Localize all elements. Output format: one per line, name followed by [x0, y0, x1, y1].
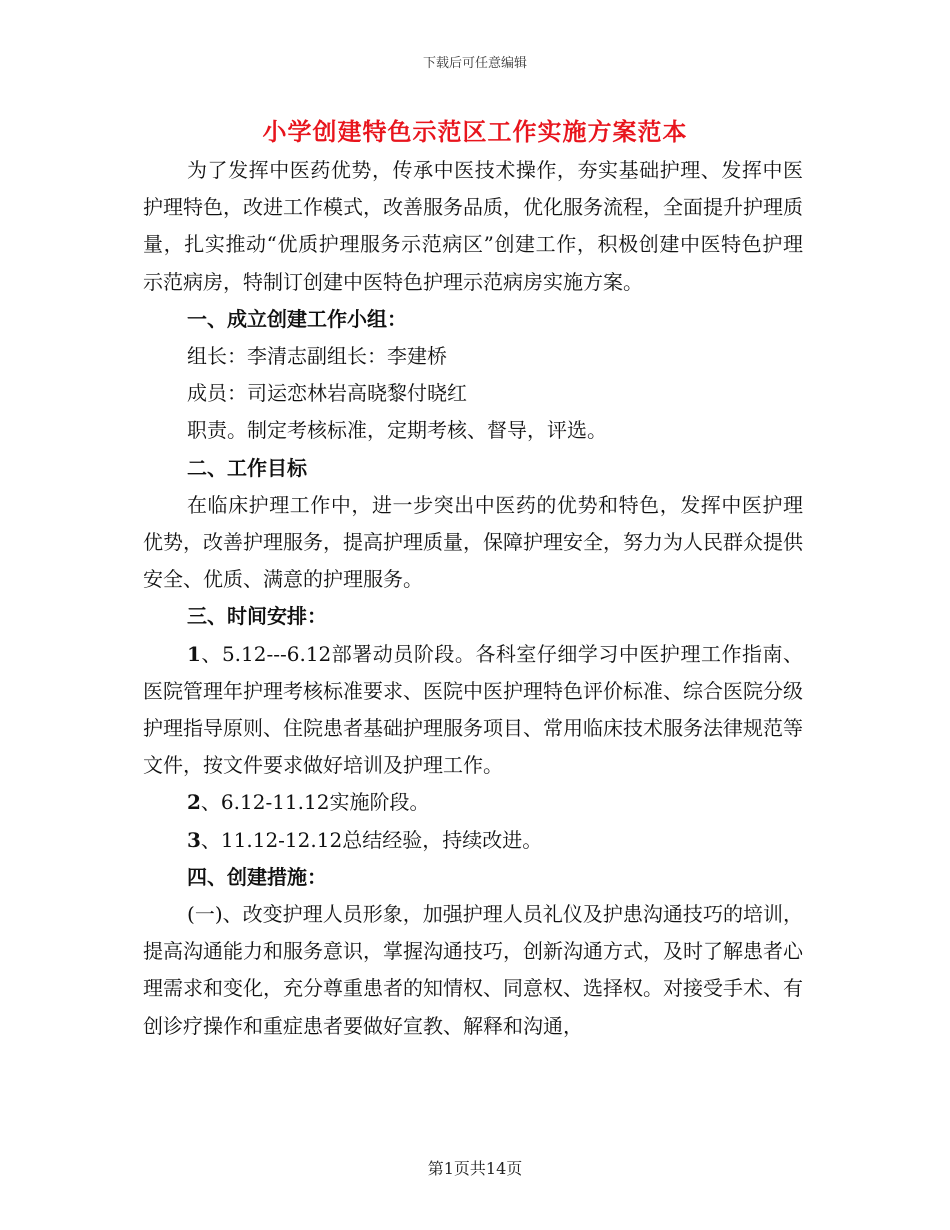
- section-3-heading: 三、时间安排：: [187, 604, 327, 629]
- schedule-item-3-text: 、11.12-12.12总结经验，持续改进。: [200, 827, 543, 852]
- section-1-heading: 一、成立创建工作小组：: [187, 306, 407, 331]
- group-duty-line: 职责。制定考核标准，定期考核、督导，评选。: [187, 418, 607, 443]
- page-footer: 第1页共14页: [427, 1159, 523, 1178]
- document-title: 小学创建特色示范区工作实施方案范本: [262, 117, 688, 146]
- section-4-body: (一)、改变护理人员形象，加强护理人员礼仪及护患沟通技巧的培训，提高沟通能力和服务意识，掌握沟通技巧，创新沟通方式，及时了解患者心理需求和变化，充分尊重患者的知情权、同意权、选择权。对接受手术、有创诊疗操作和重症患者要做好宣教、解释和沟通，: [143, 902, 803, 1038]
- section-4-heading: 四、创建措施：: [187, 864, 327, 889]
- document-body: [143, 152, 803, 1045]
- group-members-line: 成员：司运恋林岩高晓黎付晓红: [187, 381, 467, 406]
- schedule-item-2-number: 2: [187, 790, 201, 815]
- schedule-item-3-number: 3: [187, 827, 201, 852]
- schedule-item-2: [143, 784, 803, 821]
- intro-paragraph: 为了发挥中医药优势，传承中医技术操作，夯实基础护理、发挥中医护理特色，改进工作模式，改善服务品质，优化服务流程，全面提升护理质量，扎实推动“优质护理服务示范病区”创建工作，积极创建中医特色护理示范病房，特制订创建中医特色护理示范病房实施方案。: [143, 158, 803, 294]
- page-header-note: 下载后可任意编辑: [422, 56, 527, 71]
- schedule-item-3: [143, 822, 803, 859]
- schedule-item-2-text: 、6.12-11.12实施阶段。: [200, 790, 430, 815]
- section-2-body: 在临床护理工作中，进一步突出中医药的优势和特色，发挥中医护理优势，改善护理服务，提高护理质量，保障护理安全，努力为人民群众提供安全、优质、满意的护理服务。: [143, 492, 803, 592]
- schedule-item-1: [143, 636, 803, 785]
- schedule-item-1-text: 、5.12---6.12部署动员阶段。各科室仔细学习中医护理工作指南、医院管理年护理考核标准要求、医院中医护理特色评价标准、综合医院分级护理指导原则、住院患者基础护理服务项目、常用临床技术服务法律规范等文件，按文件要求做好培训及护理工作。: [143, 641, 803, 778]
- schedule-item-1-number: 1: [187, 641, 201, 666]
- section-2-heading: 二、工作目标: [187, 455, 307, 480]
- group-leader-line: 组长：李清志副组长：李建桥: [187, 344, 447, 369]
